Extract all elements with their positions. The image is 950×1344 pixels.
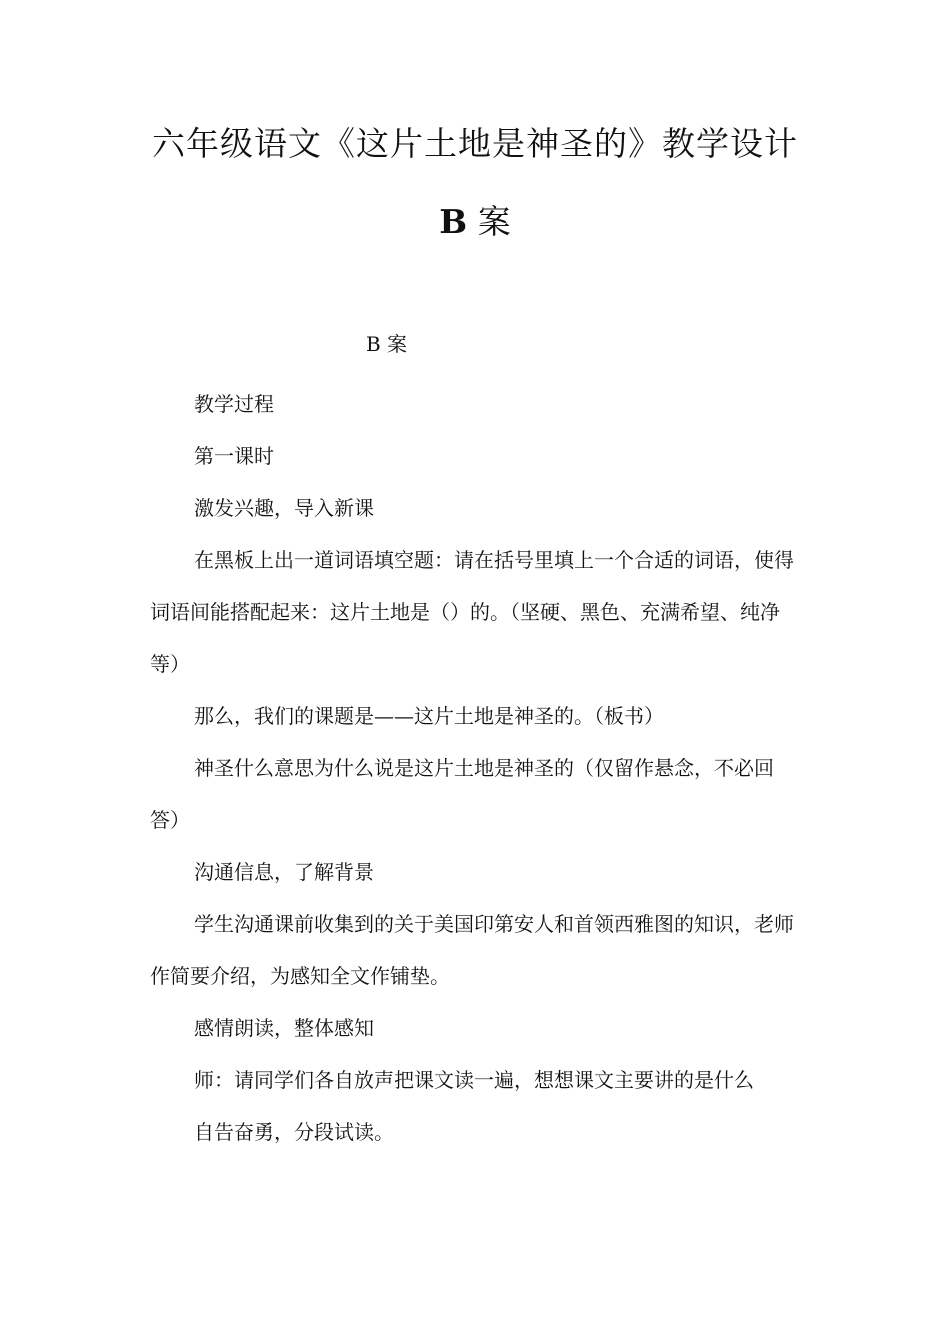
paragraph-heading-intro: 激发兴趣，导入新课 <box>194 496 374 520</box>
paragraph-topic: 那么，我们的课题是——这片土地是神圣的。（板书） <box>194 704 664 728</box>
paragraph-background: 学生沟通课前收集到的关于美国印第安人和首领西雅图的知识，老师作简要介绍，为感知全文作铺垫。 <box>150 912 794 988</box>
paragraph-heading-reading: 感情朗读，整体感知 <box>194 1016 374 1040</box>
paragraph-question: 神圣什么意思为什么说是这片土地是神圣的（仅留作悬念，不必回答） <box>150 756 774 832</box>
paragraph-first-lesson: 第一课时 <box>194 444 274 468</box>
subtitle-letter: B <box>439 202 468 241</box>
section-label: B 案 <box>366 332 408 356</box>
subtitle-word: 案 <box>477 202 511 241</box>
document-body <box>150 378 800 1158</box>
document-title: 六年级语文《这片土地是神圣的》教学设计 <box>152 124 798 163</box>
paragraph-teaching-process: 教学过程 <box>194 392 274 416</box>
paragraph-heading-background: 沟通信息，了解背景 <box>194 860 374 884</box>
paragraph-volunteer-reading: 自告奋勇，分段试读。 <box>194 1120 394 1144</box>
document-subtitle <box>0 196 950 248</box>
paragraph-fill-blank: 在黑板上出一道词语填空题：请在括号里填上一个合适的词语，使得词语间能搭配起来：这片土地是（）的。（坚硬、黑色、充满希望、纯净等） <box>150 548 794 676</box>
paragraph-teacher-prompt: 师：请同学们各自放声把课文读一遍，想想课文主要讲的是什么 <box>194 1068 754 1092</box>
